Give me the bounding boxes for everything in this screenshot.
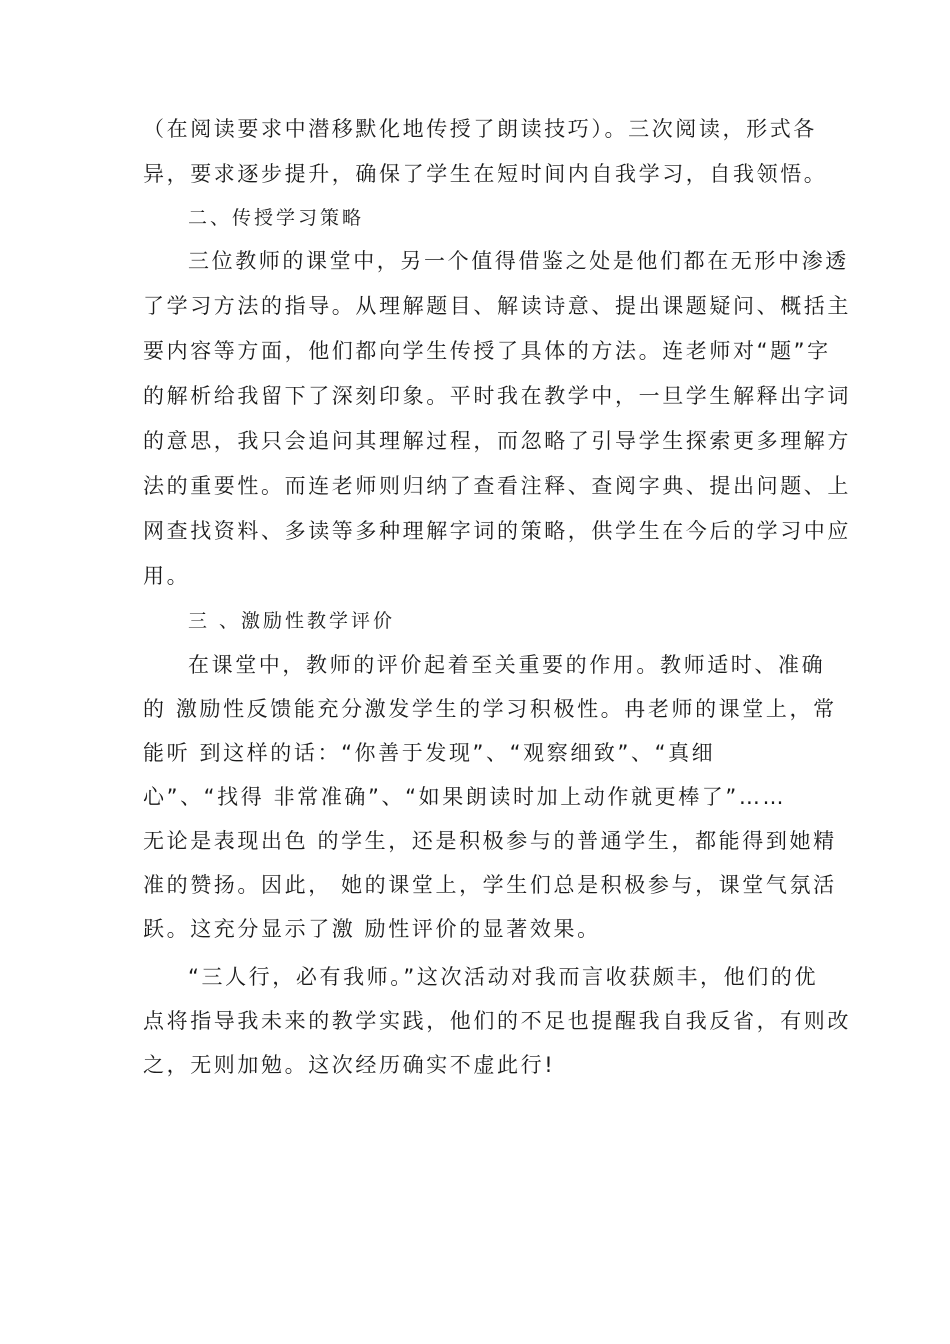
paragraph-line: 三位教师的课堂中，另一个值得借鉴之处是他们都在无形中渗透 [188, 249, 849, 273]
paragraph-line: 网查找资料、多读等多种理解字词的策略，供学生在今后的学习中应 [143, 519, 851, 543]
paragraph-line: （在阅读要求中潜移默化地传授了朗读技巧）。三次阅读，形式各 [143, 117, 817, 141]
paragraph-line: 无论是表现出色 的学生，还是积极参与的普通学生，都能得到她精 [143, 829, 837, 853]
paragraph-line: 的 激励性反馈能充分激发学生的学习积极性。冉老师的课堂上，常 [143, 697, 837, 721]
paragraph-line: 异，要求逐步提升，确保了学生在短时间内自我学习，自我领悟。 [143, 162, 828, 186]
paragraph-line: 准的赞扬。因此， 她的课堂上，学生们总是积极参与，课堂气氛活 [143, 873, 837, 897]
section-heading: 二、传授学习策略 [188, 207, 365, 229]
section-heading: 三 、激励性教学评价 [188, 610, 396, 632]
paragraph-line: 法的重要性。而连老师则归纳了查看注释、查阅字典、提出问题、上 [143, 474, 851, 498]
paragraph-line: 点将指导我未来的教学实践，他们的不足也提醒我自我反省，有则改 [143, 1009, 851, 1033]
paragraph-line: 的解析给我留下了深刻印象。平时我在教学中，一旦学生解释出字词 [143, 384, 851, 408]
paragraph-line: 的意思，我只会追问其理解过程，而忽略了引导学生探索更多理解方 [143, 429, 851, 453]
paragraph-line: 能听 到这样的话：“你善于发现”、“观察细致”、“真细 [143, 741, 716, 765]
paragraph-line: 心”、“找得 非常准确”、“如果朗读时加上动作就更棒了”…… [143, 785, 787, 809]
paragraph-line: 要内容等方面，他们都向学生传授了具体的方法。连老师对“题”字 [143, 339, 831, 363]
paragraph-line: 之，无则加勉。这次经历确实不虚此行! [143, 1053, 556, 1077]
paragraph-line: “三人行，必有我师。”这次活动对我而言收获颇丰，他们的优 [188, 965, 819, 989]
paragraph-line: 跃。这充分显示了激 励性评价的显著效果。 [143, 917, 601, 941]
paragraph-line: 在课堂中，教师的评价起着至关重要的作用。教师适时、准确 [188, 653, 826, 677]
paragraph-line: 了学习方法的指导。从理解题目、解读诗意、提出课题疑问、概括主 [143, 294, 851, 318]
paragraph-line: 用。 [143, 564, 191, 588]
